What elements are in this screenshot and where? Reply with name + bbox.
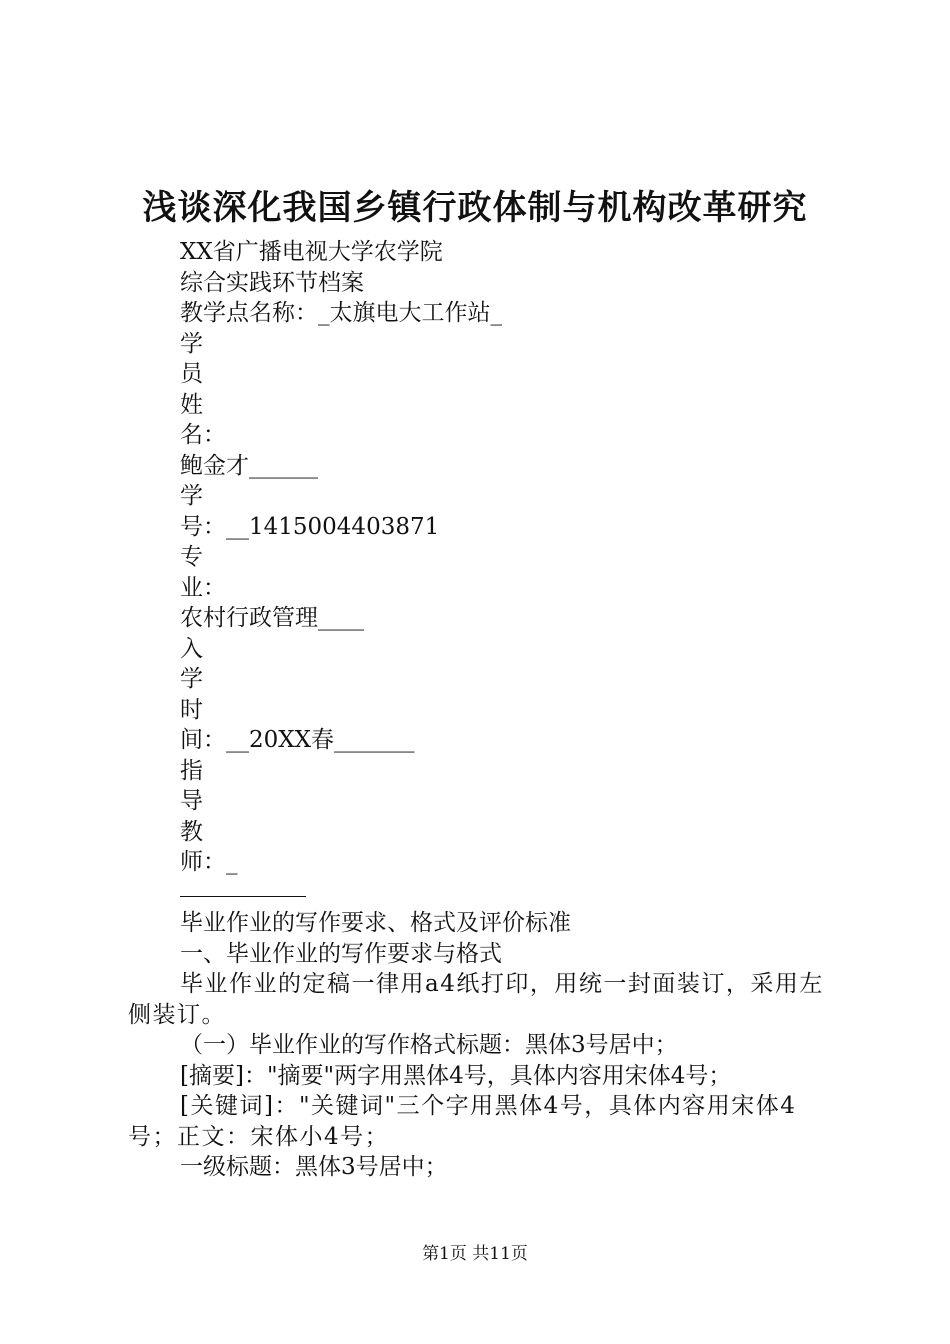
text-line: 入 <box>180 635 203 662</box>
text-line: 员 <box>180 361 203 387</box>
paragraph: [摘要]："摘要"两字用黑体4号，具体内容用宋体4号； <box>180 1062 732 1089</box>
section-heading: 毕业作业的写作要求、格式及评价标准 <box>180 910 571 936</box>
document-body <box>128 237 838 1183</box>
paragraph: （一）毕业作业的写作格式标题：黑体3号居中； <box>180 1032 678 1058</box>
subsection-heading: 一、毕业作业的写作要求与格式 <box>180 940 502 967</box>
text-line: 业： <box>180 574 226 601</box>
text-line: 导 <box>180 788 203 814</box>
text-line: 教 <box>180 818 203 845</box>
text-line: 学 <box>180 330 203 357</box>
paragraph: 毕业作业的定稿一律用a4纸打印，用统一封面装订，采用左侧装订。 <box>128 971 824 1028</box>
underline-rule <box>180 878 306 897</box>
text-line: 名： <box>180 422 226 448</box>
text-line: 指 <box>180 757 203 784</box>
text-line: XX省广播电视大学农学院 <box>180 239 443 265</box>
text-line: 农村行政管理____ <box>180 605 364 631</box>
text-line: 师：_ <box>180 849 238 875</box>
text-line: 学 <box>180 483 203 509</box>
text-line: 号：__1415004403871 <box>180 513 440 540</box>
text-line: 教学点名称：_太旗电大工作站_ <box>180 300 502 326</box>
text-line: 间：__20XX春_______ <box>180 727 415 753</box>
text-line: 鲍金才______ <box>180 452 318 479</box>
text-line: 专 <box>180 544 203 570</box>
blank-rule-line <box>128 878 838 909</box>
document-title: 浅谈深化我国乡镇行政体制与机构改革研究 <box>142 188 808 228</box>
paragraph: 一级标题：黑体3号居中； <box>180 1154 448 1180</box>
page-footer: 第1页 共11页 <box>422 1244 528 1264</box>
text-line: 学 <box>180 666 203 692</box>
text-line: 姓 <box>180 391 203 418</box>
paragraph: [关键词]："关键词"三个字用黑体4号，具体内容用宋体4号；正文：宋体小4号； <box>128 1093 797 1150</box>
text-line: 综合实践环节档案 <box>180 269 364 296</box>
text-line: 时 <box>180 696 203 723</box>
